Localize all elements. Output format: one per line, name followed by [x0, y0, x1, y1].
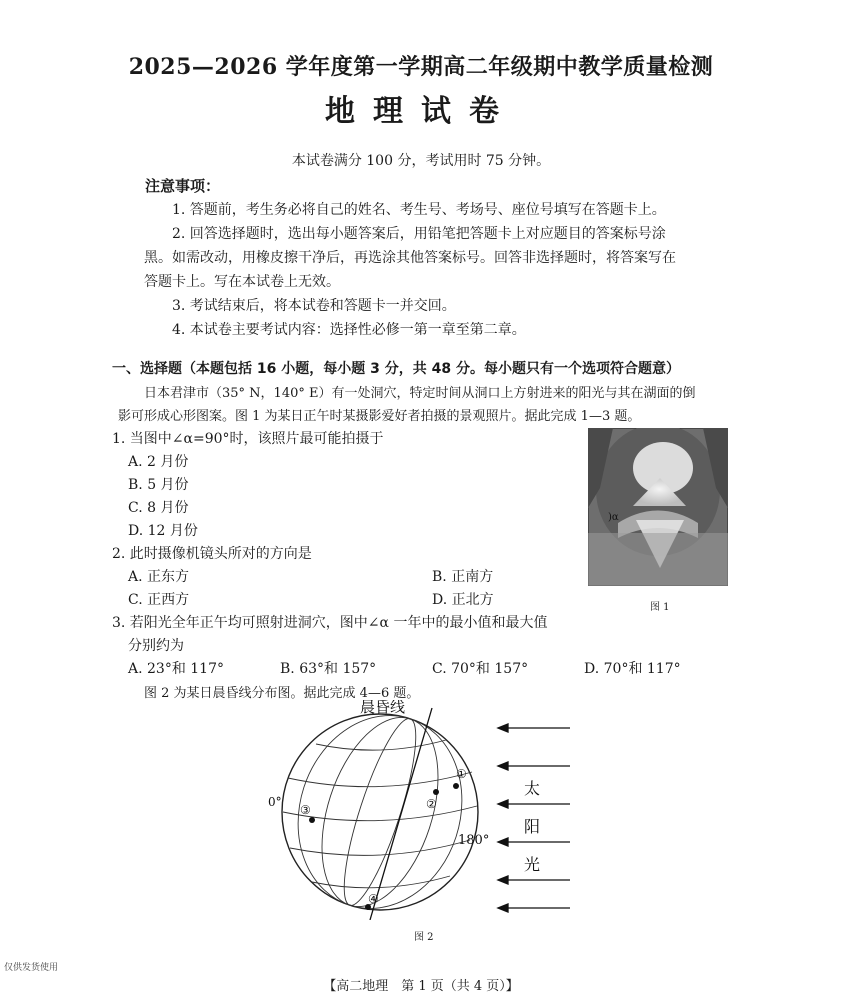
point-2	[433, 789, 439, 795]
question-3-stem-cont: 分别约为	[128, 638, 184, 654]
notes-heading: 注意事项：	[145, 177, 221, 195]
question-1-option: B. 5 月份	[128, 477, 189, 493]
subject-title: 地理试卷	[325, 94, 517, 129]
question-1-option: C. 8 月份	[128, 500, 189, 516]
passage-2: 图 2 为某日晨昏线分布图。据此完成 4—6 题。	[144, 686, 420, 701]
usage-note: 仅供发货使用	[4, 963, 59, 973]
question-2-option: C. 正西方	[128, 592, 190, 608]
question-2-option: A. 正东方	[128, 569, 190, 585]
passage-line: 日本君津市（35° N，140° E）有一处洞穴，特定时间从洞口上方射进来的阳光与其在湖面的倒	[144, 386, 696, 401]
note-line: 4. 本试卷主要考试内容：选择性必修一第一章至第二章。	[172, 322, 526, 338]
terminator-label: 晨昏线	[360, 700, 406, 716]
section-heading: 一、选择题（本题包括 16 小题，每小题 3 分，共 48 分。每小题只有一个选项符合题意）	[112, 361, 680, 377]
point-2-label: ②	[426, 797, 437, 811]
question-1-option: D. 12 月份	[128, 523, 198, 539]
note-line: 黑。如需改动，用橡皮擦干净后，再选涂其他答案标号。回答非选择题时，将答案写在	[144, 250, 676, 266]
terminator-diagram	[260, 700, 580, 920]
question-2-stem: 2. 此时摄像机镜头所对的方向是	[112, 546, 312, 562]
note-line: 1. 答题前，考生务必将自己的姓名、考生号、考场号、座位号填写在答题卡上。	[172, 202, 666, 218]
question-3-stem: 3. 若阳光全年正午均可照射进洞穴，图中∠α 一年中的最小值和最大值	[112, 615, 548, 631]
note-line: 2. 回答选择题时，选出每小题答案后，用铅笔把答题卡上对应题目的答案标号涂	[172, 226, 666, 242]
question-1-stem: 1. 当图中∠α=90°时，该照片最可能拍摄于	[112, 431, 384, 447]
question-3-option: B. 63°和 157°	[280, 661, 377, 677]
angle-label: )α	[608, 512, 619, 523]
figure-2-caption: 图 2	[414, 932, 434, 943]
longitude-0-label: 0°	[268, 795, 282, 809]
question-3-option: A. 23°和 117°	[128, 661, 224, 677]
figure-1-caption: 图 1	[650, 602, 670, 613]
question-1-option: A. 2 月份	[128, 454, 189, 470]
sun-char: 光	[524, 855, 541, 874]
question-2-option: B. 正南方	[432, 569, 494, 585]
point-1	[453, 783, 459, 789]
note-line: 3. 考试结束后，将本试卷和答题卡一并交回。	[172, 298, 456, 314]
question-3-option: D. 70°和 117°	[584, 661, 681, 677]
sun-char: 阳	[524, 817, 541, 836]
question-3-option: C. 70°和 157°	[432, 661, 529, 677]
point-3	[309, 817, 315, 823]
note-line: 答题卡上。写在本试卷上无效。	[144, 274, 340, 290]
question-2-option: D. 正北方	[432, 592, 494, 608]
exam-title: 2025—2026 学年度第一学期高二年级期中教学质量检测	[128, 54, 714, 80]
globe-outline	[282, 714, 478, 910]
point-4-label: ④	[368, 892, 379, 906]
page-footer: 【高二地理 第 1 页（共 4 页）】	[323, 979, 519, 994]
passage-line: 影可形成心形图案。图 1 为某日正午时某摄影爱好者拍摄的景观照片。据此完成 1—3 题。	[118, 409, 641, 424]
sun-char: 太	[524, 779, 541, 798]
cave-photo	[588, 428, 728, 586]
longitude-180-label: 180°	[458, 833, 490, 848]
exam-intro: 本试卷满分 100 分，考试用时 75 分钟。	[291, 153, 551, 169]
point-3-label: ③	[300, 803, 311, 817]
point-1-label: ①	[456, 767, 467, 781]
